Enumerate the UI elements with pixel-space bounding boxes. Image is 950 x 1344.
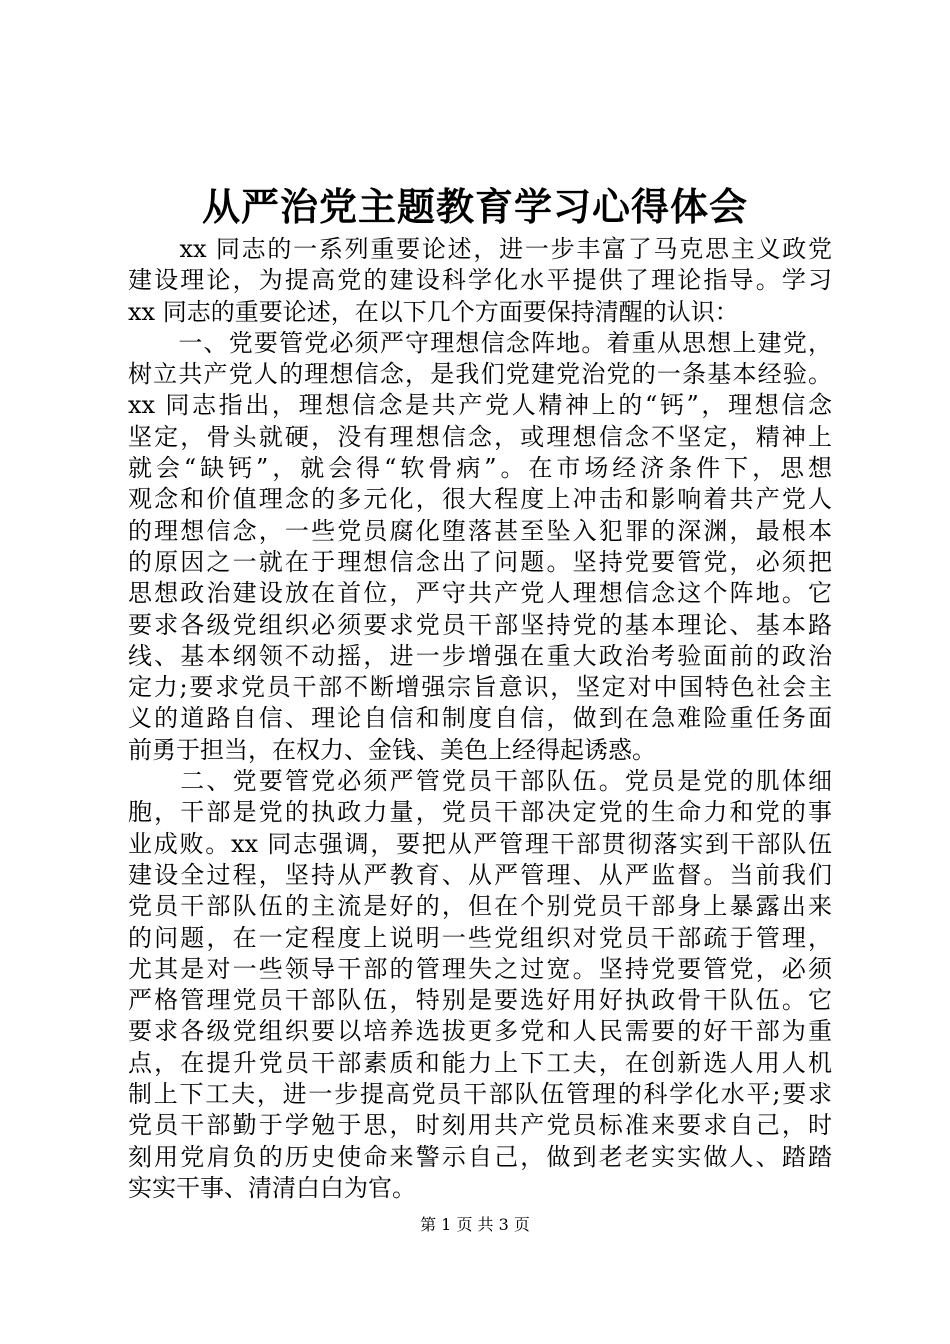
text-line: xx 同志的一系列重要论述，进一步丰富了马克思主义政党 (128, 235, 832, 263)
text-line: 尤其是对一些领导干部的管理失之过宽。坚持党要管党，必须 (128, 954, 832, 983)
document-title: 从严治党主题教育学习心得体会 (201, 184, 748, 229)
text-line: 要求各级党组织要以培养选拔更多党和人民需要的好干部为重 (128, 1017, 832, 1046)
text-line: 点，在提升党员干部素质和能力上下工夫，在创新选人用人机 (128, 1048, 832, 1077)
text-line: xx 同志的重要论述，在以下几个方面要保持清醒的认识： (128, 297, 739, 326)
text-line: 定力;要求党员干部不断增强宗旨意识，坚定对中国特色社会主 (128, 673, 832, 702)
text-line: 思想政治建设放在首位，严守共产党人理想信念这个阵地。它 (128, 579, 832, 608)
text-line: 一、党要管党必须严守理想信念阵地。着重从思想上建党， (128, 328, 832, 357)
text-line: 严格管理党员干部队伍，特别是要选好用好执政骨干队伍。它 (128, 986, 832, 1015)
text-line: 建设全过程，坚持从严教育、从严管理、从严监督。当前我们 (128, 860, 832, 889)
text-line: 观念和价值理念的多元化，很大程度上冲击和影响着共产党人 (128, 485, 832, 514)
text-line: 刻用党肩负的历史使命来警示自己，做到老老实实做人、踏踏 (128, 1142, 832, 1171)
text-line: 的理想信念，一些党员腐化堕落甚至坠入犯罪的深渊，最根本 (128, 516, 832, 545)
text-line: 要求各级党组织必须要求党员干部坚持党的基本理论、基本路 (128, 610, 832, 639)
text-line: 的原因之一就在于理想信念出了问题。坚持党要管党，必须把 (128, 547, 832, 576)
document-body (128, 234, 832, 1204)
text-line: 党员干部队伍的主流是好的，但在个别党员干部身上暴露出来 (128, 892, 832, 921)
text-line: 制上下工夫，进一步提高党员干部队伍管理的科学化水平;要求 (128, 1080, 832, 1109)
text-line: 的问题，在一定程度上说明一些党组织对党员干部疏于管理， (128, 923, 832, 952)
text-line: 义的道路自信、理论自信和制度自信，做到在急难险重任务面 (128, 704, 832, 733)
text-line: xx 同志指出，理想信念是共产党人精神上的“钙”，理想信念 (128, 391, 832, 420)
page-footer: 第 1 页 共 3 页 (420, 1215, 530, 1234)
text-line: 建设理论，为提高党的建设科学化水平提供了理论指导。学习 (128, 266, 832, 295)
text-line: 党员干部勤于学勉于思，时刻用共产党员标准来要求自己，时 (128, 1111, 832, 1140)
text-line: 前勇于担当，在权力、金钱、美色上经得起诱惑。 (128, 735, 656, 764)
text-line: 树立共产党人的理想信念，是我们党建党治党的一条基本经验。 (128, 360, 832, 389)
text-line: 实实干事、清清白白为官。 (128, 1173, 416, 1202)
text-line: 二、党要管党必须严管党员干部队伍。党员是党的肌体细 (128, 767, 832, 796)
text-line: 业成败。xx 同志强调，要把从严管理干部贯彻落实到干部队伍 (128, 829, 832, 858)
text-line: 线、基本纲领不动摇，进一步增强在重大政治考验面前的政治 (128, 641, 832, 670)
text-line: 坚定，骨头就硬，没有理想信念，或理想信念不坚定，精神上 (128, 422, 832, 451)
text-line: 就会“缺钙”，就会得“软骨病”。在市场经济条件下，思想 (128, 454, 832, 483)
text-line: 胞，干部是党的执政力量，党员干部决定党的生命力和党的事 (128, 798, 832, 827)
